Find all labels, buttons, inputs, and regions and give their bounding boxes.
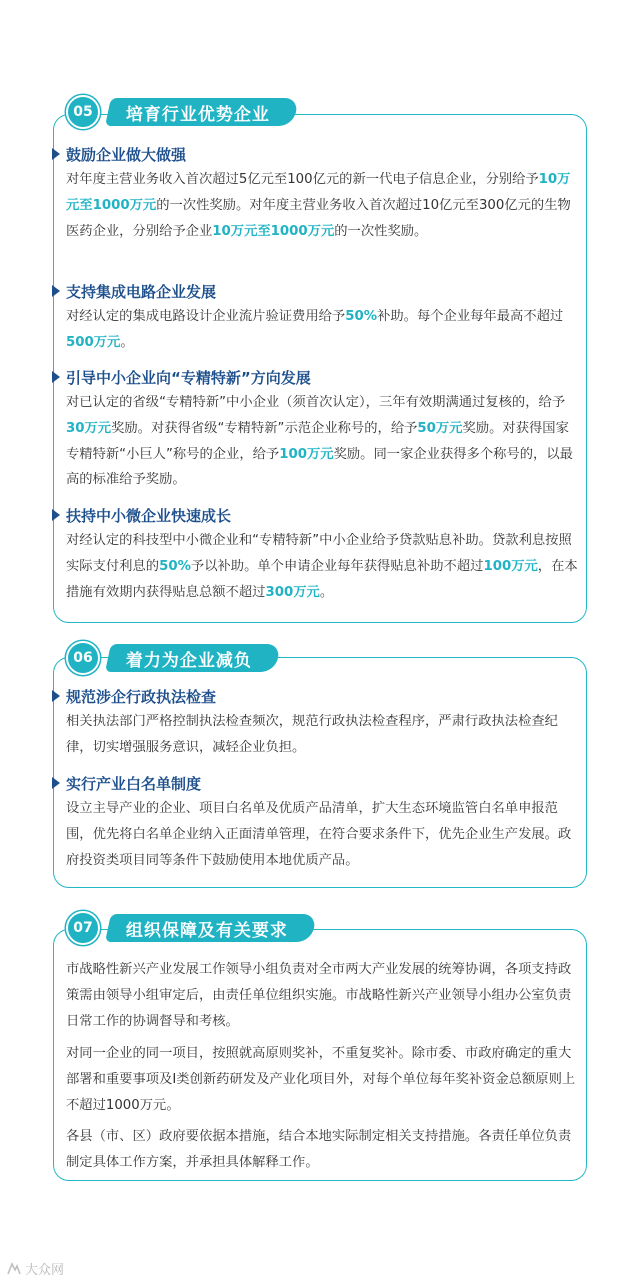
text-segment: 奖励。对获得省级“专精特新”示范企业称号的，给予 — [111, 420, 418, 436]
section-05-title-pill — [105, 98, 299, 126]
s07-paragraph-3: 各县（市、区）政府要依据本措施，结合本地实际制定相关支持措施。各责任单位负责制定具体工作方案，并承担具体解释工作。 — [66, 1129, 572, 1170]
text-segment: 相关执法部门严格控制执法检查频次，规范行政执法检查程序，严肃行政执法检查纪律，切实增强服务意识，减轻企业负担。 — [66, 714, 558, 755]
s05-item-2-text — [66, 304, 580, 356]
highlight-amount: 50万元 — [417, 420, 463, 436]
s05-item-1-heading: 鼓励企业做大做强 — [52, 144, 186, 164]
triangle-bullet-icon — [52, 690, 60, 702]
s06-item-1-heading: 规范涉企行政执法检查 — [52, 686, 216, 706]
s05-item-3-text — [66, 390, 580, 493]
dazhong-watermark-logo — [6, 1259, 64, 1278]
s07-paragraph-1: 市战略性新兴产业发展工作领导小组负责对全市两大产业发展的统筹协调，各项支持政策需由领导小组审定后，由责任单位组织实施。市战略性新兴产业领导小组办公室负责日常工作的协调督导和考核。 — [66, 962, 572, 1029]
text-segment: 。 — [120, 334, 134, 350]
text-segment: 予以补助。单个申请企业每年获得贴息补助不超过 — [190, 558, 484, 574]
triangle-bullet-icon — [52, 509, 60, 521]
highlight-amount: 10万元至1000万元 — [212, 223, 335, 239]
text-segment: 对年度主营业务收入首次超过5亿元至100亿元的新一代电子信息企业，分别给予 — [66, 172, 539, 187]
highlight-amount: 50% — [159, 558, 191, 574]
highlight-amount: 300万元 — [265, 584, 320, 600]
section-07-title: 组织保障及有关要求 — [126, 920, 288, 941]
s05-item-1-text — [66, 167, 580, 244]
highlight-amount: 10万元至1000万元 — [66, 172, 571, 213]
section-06-badge — [66, 643, 278, 673]
triangle-bullet-icon — [52, 777, 60, 789]
highlight-amount: 500万元 — [66, 334, 121, 350]
text-segment: 对已认定的省级“专精特新”中小企业（须首次认定），三年有效期满通过复核的，给予 — [66, 395, 566, 410]
section-07-badge — [66, 913, 314, 943]
highlight-amount: 100万元 — [279, 446, 334, 462]
highlight-amount: 50% — [345, 309, 378, 324]
highlight-amount: 100万元 — [483, 558, 538, 574]
s07-paragraph-2: 对同一企业的同一项目，按照就高原则奖补，不重复奖补。除市委、市政府确定的重大部署和重要事项及Ⅰ类创新药研发及产业化项目外，对每个单位每年奖补资金总额原则上不超过1000万元。 — [66, 1046, 576, 1113]
text-segment: 的一次性奖励。对年度主营业务收入首次超过10亿元至300亿元的生物医药企业，分别给予企业 — [66, 197, 571, 239]
logo-text: 大众网 — [25, 1263, 65, 1278]
text-segment: 对经认定的集成电路设计企业流片验证费用给予 — [66, 309, 346, 324]
s06-item-2-text — [66, 796, 580, 873]
triangle-bullet-icon — [52, 148, 60, 160]
section-06-title-pill — [105, 644, 281, 672]
highlight-amount: 30万元 — [66, 420, 112, 436]
section-07-number: 07 — [66, 911, 100, 945]
s05-item-4-text — [66, 528, 580, 605]
section-05-title: 培育行业优势企业 — [126, 104, 270, 125]
text-segment: 补助。每个企业每年最高不超过 — [377, 309, 564, 324]
triangle-bullet-icon — [52, 371, 60, 383]
triangle-bullet-icon — [52, 285, 60, 297]
text-segment: 奖励。同一家企业获得多个称号的，以最高的标准给予奖励。 — [66, 446, 573, 488]
s05-item-4-heading: 扶持中小微企业快速成长 — [52, 505, 231, 525]
s06-item-2-heading: 实行产业白名单制度 — [52, 773, 201, 793]
section-07-title-pill — [105, 914, 317, 942]
text-segment: 。 — [319, 584, 334, 600]
text-segment: 的一次性奖励。 — [334, 223, 428, 239]
text-segment: 设立主导产业的企业、项目白名单及优质产品清单，扩大生态环境监管白名单申报范围，优先将白名单企业纳入正面清单管理，在符合要求条件下，优先企业生产发展。政府投资类项目同等条件下鼓励使用本地优质产品。 — [66, 801, 572, 868]
text-segment: 奖励。对获得国家专精特新“小巨人”称号的企业，给予 — [66, 420, 569, 462]
section-05-badge — [66, 97, 296, 127]
section-06-number: 06 — [66, 641, 100, 675]
s06-item-1-text — [66, 709, 580, 761]
text-segment: ，在本措施有效期内获得贴息总额不超过 — [66, 558, 578, 600]
logo-mark-icon — [6, 1262, 22, 1276]
text-segment: 对经认定的科技型中小微企业和“专精特新”中小企业给予贷款贴息补助。贷款利息按照实际支付利息的 — [66, 533, 572, 574]
s05-item-2-heading: 支持集成电路企业发展 — [52, 281, 216, 301]
section-05-number: 05 — [66, 95, 100, 129]
s05-item-3-heading: 引导中小企业向“专精特新”方向发展 — [52, 367, 311, 387]
section-06-title: 着力为企业减负 — [126, 650, 252, 671]
